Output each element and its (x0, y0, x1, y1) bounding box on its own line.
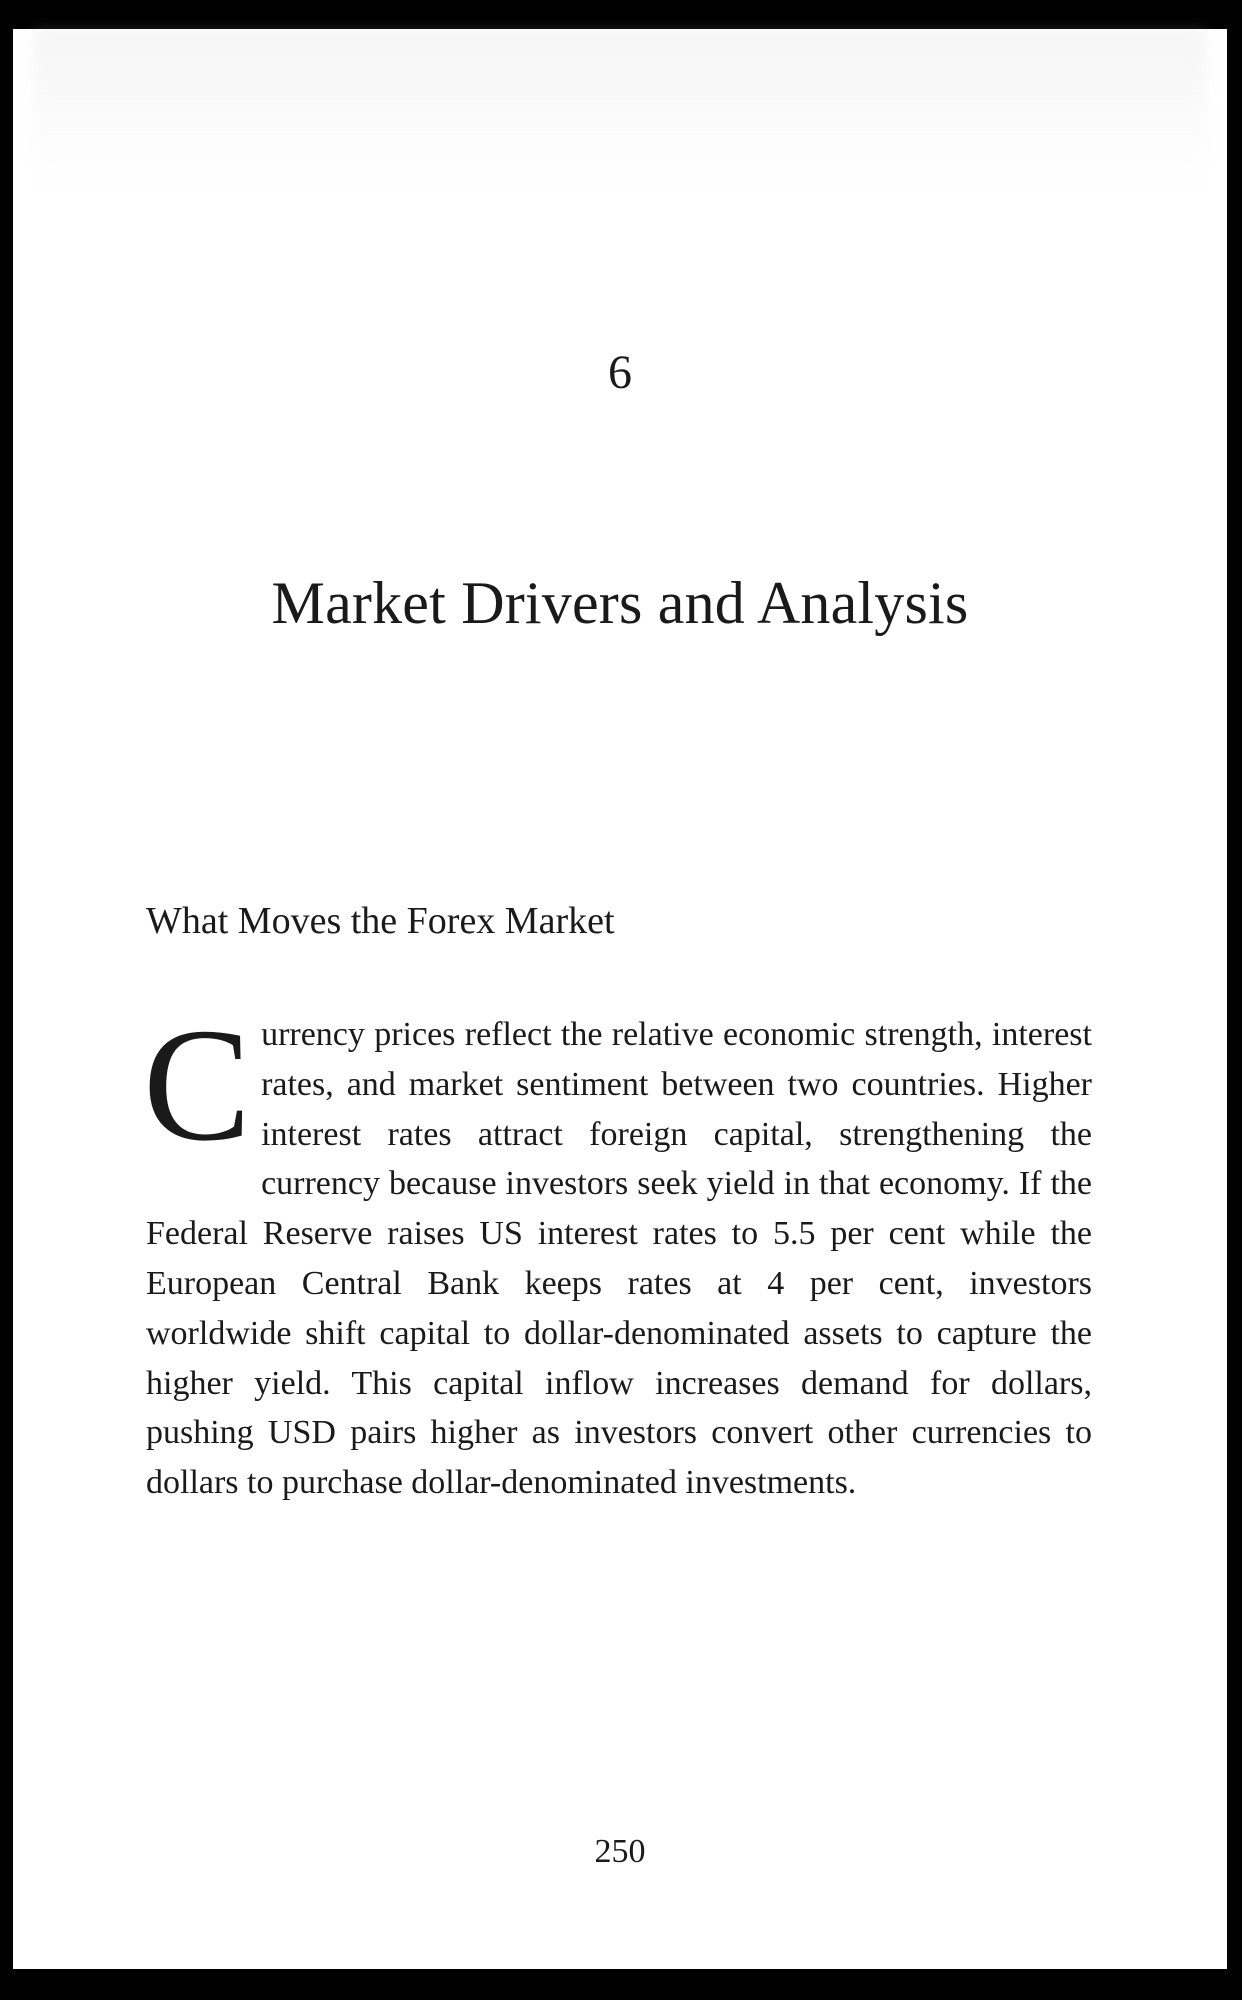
section-heading: What Moves the Forex Market (146, 900, 615, 942)
chapter-title: Market Drivers and Analysis (271, 570, 969, 636)
body-paragraph-text: urrency prices reflect the relative economic strength, interest rates, and market sentiment between two countries. Higher interest rates attract foreign capital, strengthening the currency because investors seek yield in that economy. If the Federal Reserve raises US interest rates to 5.5 per cent while the European Central Bank keeps rates at 4 per cent, investors worldwide shift capital to dollar-denominated assets to capture the higher yield. This capital inflow increases demand for dollars, pushing USD pairs higher as investors convert other currencies to dollars to purchase dollar-denominated investments. (146, 1016, 1092, 1502)
book-page (13, 29, 1227, 1969)
body-paragraph (143, 996, 1092, 1508)
chapter-number: 6 (608, 346, 632, 399)
drop-cap-letter: C (143, 996, 252, 1175)
page-number: 250 (594, 1833, 646, 1870)
page-top-shading (33, 29, 1207, 189)
